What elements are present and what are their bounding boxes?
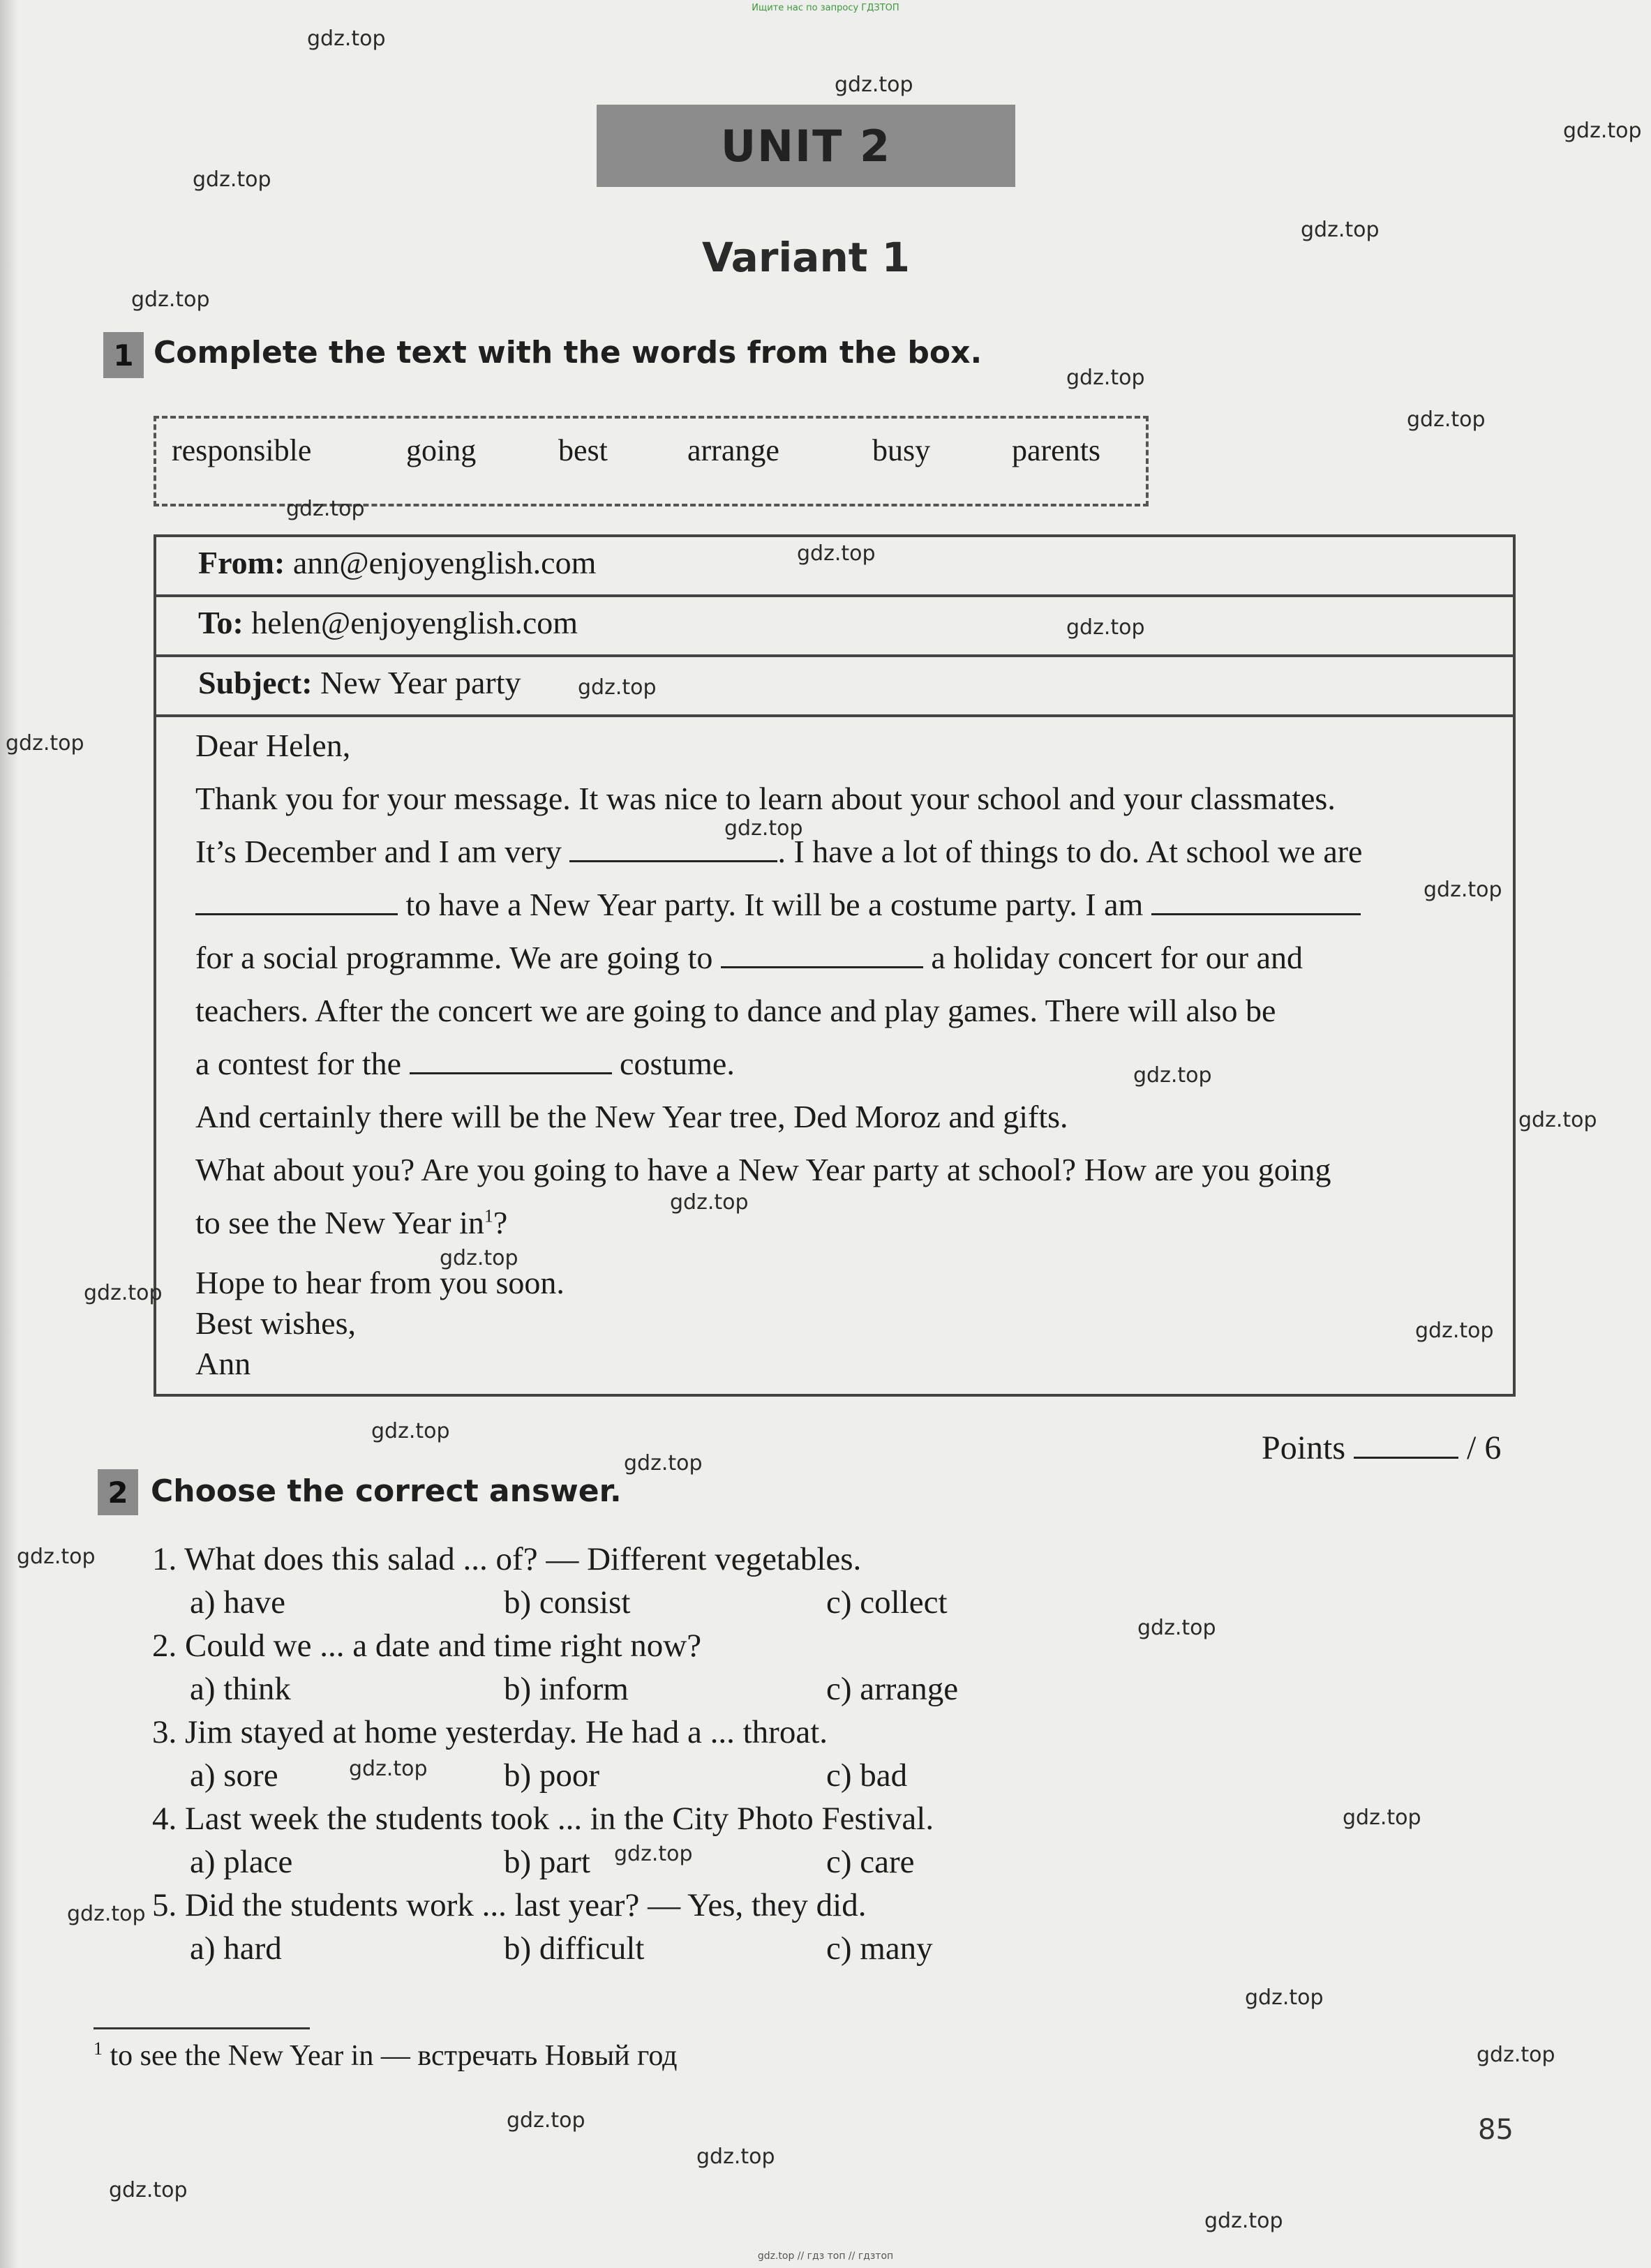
gap-3 [1151,887,1361,915]
to-label: To: [198,605,244,640]
watermark: gdz.top [131,287,210,312]
word-item: parents [1012,433,1101,467]
watermark: gdz.top [84,1281,163,1305]
task1-number: 1 [103,332,144,378]
email-to [198,604,578,641]
email-divider [154,594,1516,597]
watermark: gdz.top [578,675,657,700]
watermark: gdz.top [1066,366,1145,390]
page-number: 85 [1478,2114,1514,2146]
watermark: gdz.top [1066,615,1145,640]
watermark: gdz.top [614,1842,693,1866]
word-item: best [558,433,608,467]
watermark: gdz.top [371,1419,450,1443]
watermark: gdz.top [1477,2043,1555,2067]
from-value: ann@enjoyenglish.com [292,545,597,580]
watermark: gdz.top [307,27,386,51]
watermark: gdz.top [109,2178,188,2202]
watermark: gdz.top [1133,1063,1212,1088]
email-line-1: Thank you for your message. It was nice to learn about your school and your classmates. [195,781,1336,816]
footnote-divider [94,2027,310,2029]
option-c: c) care [826,1844,915,1880]
points-score [1262,1429,1501,1467]
watermark: gdz.top [1137,1616,1216,1640]
watermark: gdz.top [67,1902,146,1926]
watermark: gdz.top [6,731,84,756]
option-a: a) have [190,1584,285,1621]
option-a: a) sore [190,1757,278,1794]
question-5: 5. Did the students work ... last year? — Yes, they did. [152,1887,867,1923]
email-line-9: to see the New Year $in^1$? [195,1205,508,1240]
email-line-6: a contest for the costume. [195,1046,735,1081]
points-total: / 6 [1467,1429,1502,1466]
question-4: 4. Last week the students took ... in the City Photo Festival. [152,1801,934,1837]
option-c: c) arrange [826,1671,959,1707]
option-a: a) hard [190,1930,282,1967]
email-subject [198,664,521,701]
watermark: gdz.top [835,73,913,97]
option-a: a) place [190,1844,293,1880]
question-3: 3. Jim stayed at home yesterday. He had a ... throat. [152,1714,828,1750]
watermark: gdz.top [507,2108,585,2133]
watermark: gdz.top [440,1246,518,1270]
email-from [198,544,596,581]
task1-title: Complete the text with the words from the box. [154,335,983,370]
email-closing-2: Best wishes, [195,1305,356,1341]
page-edge-shadow [0,0,18,2268]
email-line-8: What about you? Are you going to have a New Year party at school? How are you going [195,1152,1331,1187]
watermark: gdz.top [17,1545,96,1569]
gap-2 [195,887,398,915]
watermark: gdz.top [1424,878,1502,902]
watermark: gdz.top [286,497,365,521]
watermark: gdz.top [193,167,271,192]
word-item: going [406,433,477,467]
footnote-mark: 1 [94,2038,103,2059]
option-b: b) consist [504,1584,631,1621]
email-line-7: And certainly there will be the New Year tree, Ded Moroz and gifts. [195,1099,1068,1134]
option-c: c) collect [826,1584,948,1621]
watermark: gdz.top [724,816,803,841]
watermark: gdz.top [1518,1108,1597,1132]
watermark: gdz.top [1245,1985,1324,2010]
watermark: gdz.top [1204,2209,1283,2233]
word-item: busy [872,433,931,467]
watermark: gdz.top [624,1451,703,1475]
task2-number: 2 [98,1469,138,1515]
footnote-text: to see the New Year in — встречать Новый год [110,2040,678,2072]
option-c: c) bad [826,1757,908,1794]
task2-title: Choose the correct answer. [151,1473,622,1509]
subject-value: New Year party [320,665,521,700]
bottom-note: gdz.top // гдз топ // гдзтоп [757,2251,894,2262]
top-note: Ищите нас по запросу ГДЗТОП [752,3,899,13]
question-2: 2. Could we ... a date and time right now? [152,1628,702,1664]
email-divider [154,654,1516,657]
email-closing-1: Hope to hear from you soon. [195,1265,565,1300]
word-item: arrange [687,433,779,467]
email-line-4: for a social programme. We are going to a holiday concert for our and [195,940,1303,975]
gap-4 [721,940,923,968]
footnote-ref: 1 [484,1206,493,1226]
watermark: gdz.top [1301,218,1380,242]
option-b: b) poor [504,1757,600,1794]
email-line-2: It’s December and I am very . I have a lot of things to do. At school we are [195,834,1363,869]
footnote [94,2038,678,2073]
option-a: a) think [190,1671,291,1707]
watermark: gdz.top [1407,407,1486,432]
points-blank [1354,1430,1458,1459]
watermark: gdz.top [797,541,876,566]
email-line-3: to have a New Year party. It will be a costume party. I am [195,886,1361,923]
email-divider [154,714,1516,717]
watermark: gdz.top [1563,119,1642,143]
email-signature: Ann [195,1346,251,1381]
subject-label: Subject: [198,665,313,700]
option-c: c) many [826,1930,933,1967]
watermark: gdz.top [1415,1319,1494,1343]
word-item: responsible [172,433,312,467]
option-b: b) part [504,1844,590,1880]
unit-banner: UNIT 2 [597,105,1015,187]
from-label: From: [198,545,285,580]
watermark: gdz.top [1343,1805,1421,1830]
watermark: gdz.top [670,1190,749,1215]
points-label: Points [1262,1429,1346,1466]
email-greeting: Dear Helen, [195,728,351,763]
email-line-5: teachers. After the concert we are going to dance and play games. There will also be [195,993,1276,1028]
question-1: 1. What does this salad ... of? — Different vegetables. [152,1541,862,1577]
variant-title: Variant 1 [701,234,911,281]
option-b: b) difficult [504,1930,645,1967]
watermark: gdz.top [349,1757,428,1781]
option-b: b) inform [504,1671,629,1707]
gap-5 [410,1046,612,1074]
watermark: gdz.top [696,2145,775,2169]
to-value: helen@enjoyenglish.com [251,605,578,640]
